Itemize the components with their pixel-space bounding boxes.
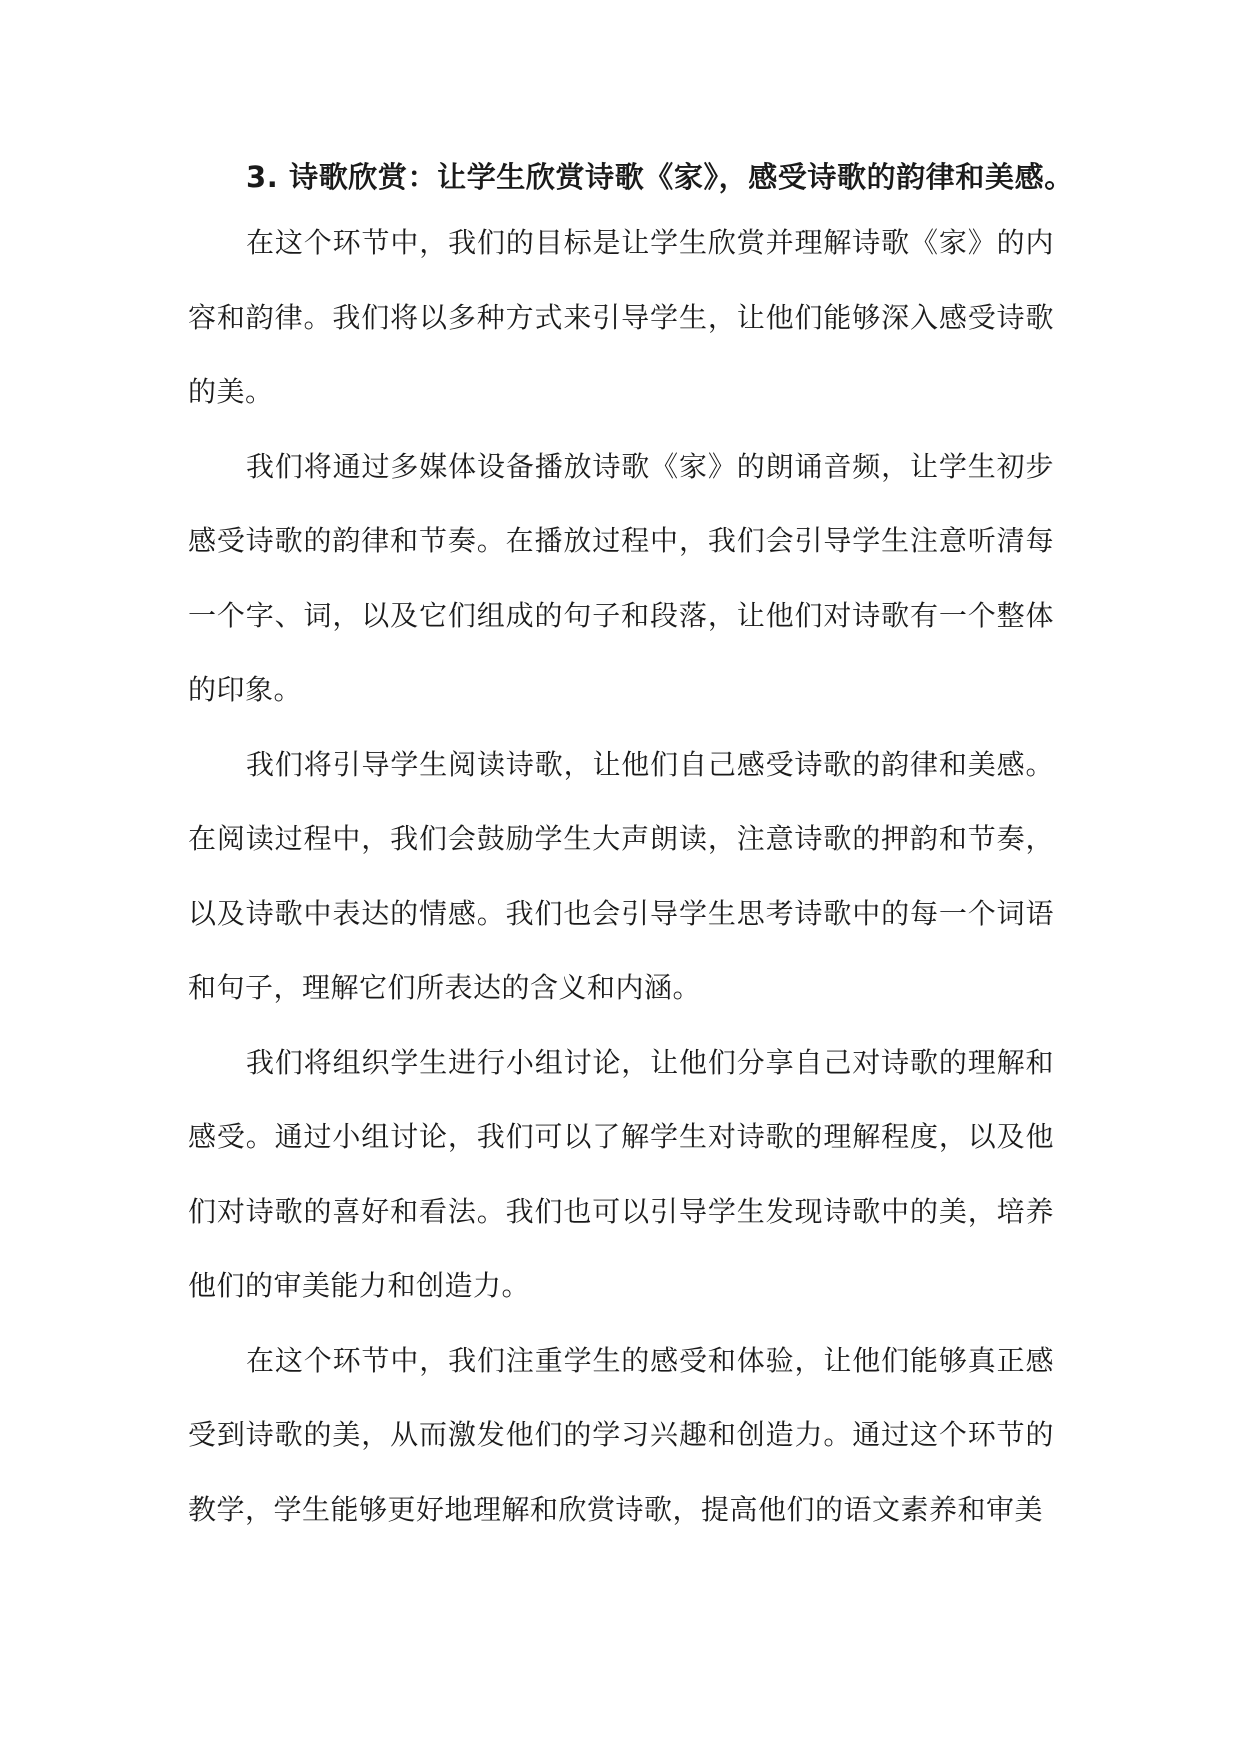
paragraph-intro: 在这个环节中，我们的目标是让学生欣赏并理解诗歌《家》的内容和韵律。我们将以多种方式来引导学生，让他们能够深入感受诗歌的美。 xyxy=(188,226,1054,408)
paragraph-summary: 在这个环节中，我们注重学生的感受和体验，让他们能够真正感受到诗歌的美，从而激发他们的学习兴趣和创造力。通过这个环节的教学，学生能够更好地理解和欣赏诗歌，提高他们的语文素养和审美 xyxy=(188,1343,1054,1526)
paragraph-reading: 我们将引导学生阅读诗歌，让他们自己感受诗歌的韵律和美感。在阅读过程中，我们会鼓励学生大声朗读，注意诗歌的押韵和节奏，以及诗歌中表达的情感。我们也会引导学生思考诗歌中的每一个词语和句子，理解它们所表达的含义和内涵。 xyxy=(188,747,1054,1004)
paragraph-discussion: 我们将组织学生进行小组讨论，让他们分享自己对诗歌的理解和感受。通过小组讨论，我们可以了解学生对诗歌的理解程度，以及他们对诗歌的喜好和看法。我们也可以引导学生发现诗歌中的美，培养他们的审美能力和创造力。 xyxy=(188,1045,1054,1302)
paragraph-audio: 我们将通过多媒体设备播放诗歌《家》的朗诵音频，让学生初步感受诗歌的韵律和节奏。在播放过程中，我们会引导学生注意听清每一个字、词，以及它们组成的句子和段落，让他们对诗歌有一个整体的印象。 xyxy=(188,449,1054,706)
document-body xyxy=(188,148,1074,1547)
section-heading: 3. 诗歌欣赏：让学生欣赏诗歌《家》，感受诗歌的韵律和美感。 xyxy=(246,160,1074,194)
